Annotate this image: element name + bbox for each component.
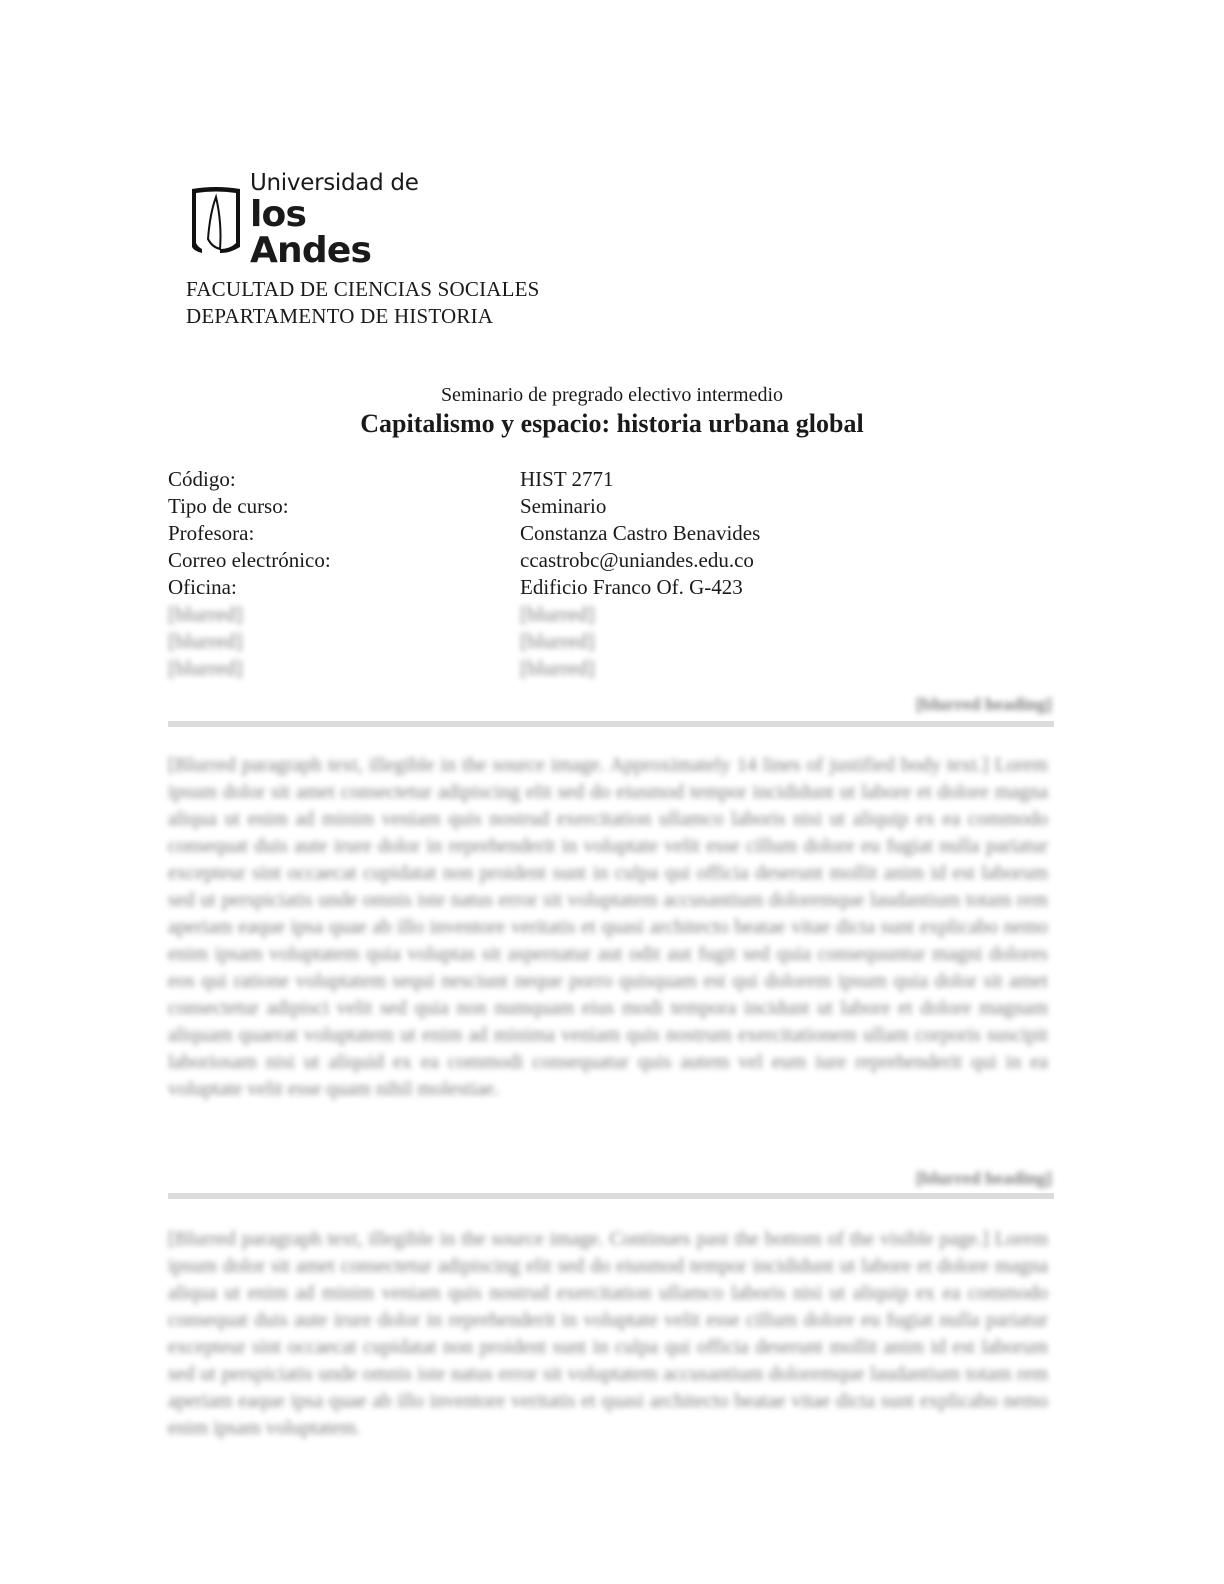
info-label: [blurred] xyxy=(168,602,243,626)
info-value: Constanza Castro Benavides xyxy=(520,521,761,545)
info-row-course-type xyxy=(168,493,760,520)
course-subtitle: Seminario de pregrado electivo intermedio xyxy=(440,384,784,406)
section-1-body: [Blurred paragraph text, illegible in the source image. Approximately 14 lines of justified body text.] Lorem ipsum dolor sit amet consectetur adipiscing elit sed do eiusmod tempor incididunt ut labore et dolore magna aliqua ut enim ad minim veniam quis nostrud exercitation ullamco laboris nisi ut aliquip ex ea commodo consequat duis aute irure dolor in reprehenderit in voluptate velit esse cillum dolore eu fugiat nulla pariatur excepteur sint occaecat cupidatat non proident sunt in culpa qui officia deserunt mollit anim id est laborum sed ut perspiciatis unde omnis iste natus error sit voluptatem accusantium doloremque laudantium totam rem aperiam eaque ipsa quae ab illo inventore veritatis et quasi architecto beatae vitae dicta sunt explicabo nemo enim ipsam voluptatem quia voluptas sit aspernatur aut odit aut fugit sed quia consequuntur magni dolores eos qui ratione voluptatem sequi nesciunt neque porro quisquam est qui dolorem ipsum quia dolor sit amet consectetur adipisci velit sed quia non numquam eius modi tempora incidunt ut labore et dolore magnam aliquam quaerat voluptatem ut enim ad minima veniam quis nostrum exercitationem ullam corporis suscipit laboriosam nisi ut aliquid ex ea commodi consequatur quis autem vel eum iure reprehenderit qui in ea voluptate velit esse quam nihil molestiae. xyxy=(168,754,1048,1100)
logo-text-line1: Universidad de xyxy=(250,169,419,196)
info-value: [blurred] xyxy=(520,629,595,653)
email-link[interactable]: ccastrobc@uniandes.edu.co xyxy=(520,548,754,572)
university-shield-icon xyxy=(186,183,246,257)
info-value: Seminario xyxy=(520,494,607,518)
section-heading-1: [blurred heading] xyxy=(915,694,1052,714)
faculty-header xyxy=(186,276,540,330)
section-heading-2: [blurred heading] xyxy=(915,1168,1052,1188)
info-label: Correo electrónico: xyxy=(168,548,331,572)
section-2-body: [Blurred paragraph text, illegible in the source image. Continues past the bottom of the visible page.] Lorem ipsum dolor sit amet consectetur adipiscing elit sed do eiusmod tempor incididunt ut labore et dolore magna aliqua ut enim ad minim veniam quis nostrud exercitation ullamco laboris nisi ut aliquip ex ea commodo consequat duis aute irure dolor in reprehenderit in voluptate velit esse cillum dolore eu fugiat nulla pariatur excepteur sint occaecat cupidatat non proident sunt in culpa qui officia deserunt mollit anim id est laborum sed ut perspiciatis unde omnis iste natus error sit voluptatem accusantium doloremque laudantium totam rem aperiam eaque ipsa quae ab illo inventore veritatis et quasi architecto beatae vitae dicta sunt explicabo nemo enim ipsam voluptatem. xyxy=(168,1228,1048,1439)
info-label: [blurred] xyxy=(168,629,243,653)
info-label: [blurred] xyxy=(168,656,243,680)
section-divider xyxy=(168,1193,1054,1199)
info-value: Edificio Franco Of. G-423 xyxy=(520,575,743,599)
info-row-code xyxy=(168,466,760,493)
info-value: [blurred] xyxy=(520,656,595,680)
info-label: Código: xyxy=(168,467,236,491)
faculty-name: FACULTAD DE CIENCIAS SOCIALES xyxy=(186,277,540,301)
info-value: [blurred] xyxy=(520,602,595,626)
info-row-office xyxy=(168,574,760,601)
logo-text-line2: los Andes xyxy=(250,193,372,271)
info-label: Profesora: xyxy=(168,521,255,545)
department-name: DEPARTAMENTO DE HISTORIA xyxy=(186,304,494,328)
info-row-blurred xyxy=(168,601,760,628)
section-divider xyxy=(168,721,1054,727)
info-row-blurred xyxy=(168,628,760,655)
info-label: Tipo de curso: xyxy=(168,494,289,518)
course-info-table xyxy=(168,466,760,682)
info-row-professor xyxy=(168,520,760,547)
university-logo xyxy=(186,169,426,271)
info-row-email xyxy=(168,547,760,574)
info-label: Oficina: xyxy=(168,575,237,599)
course-title: Capitalismo y espacio: historia urbana global xyxy=(360,409,864,438)
info-row-blurred xyxy=(168,655,760,682)
info-value: HIST 2771 xyxy=(520,467,614,491)
